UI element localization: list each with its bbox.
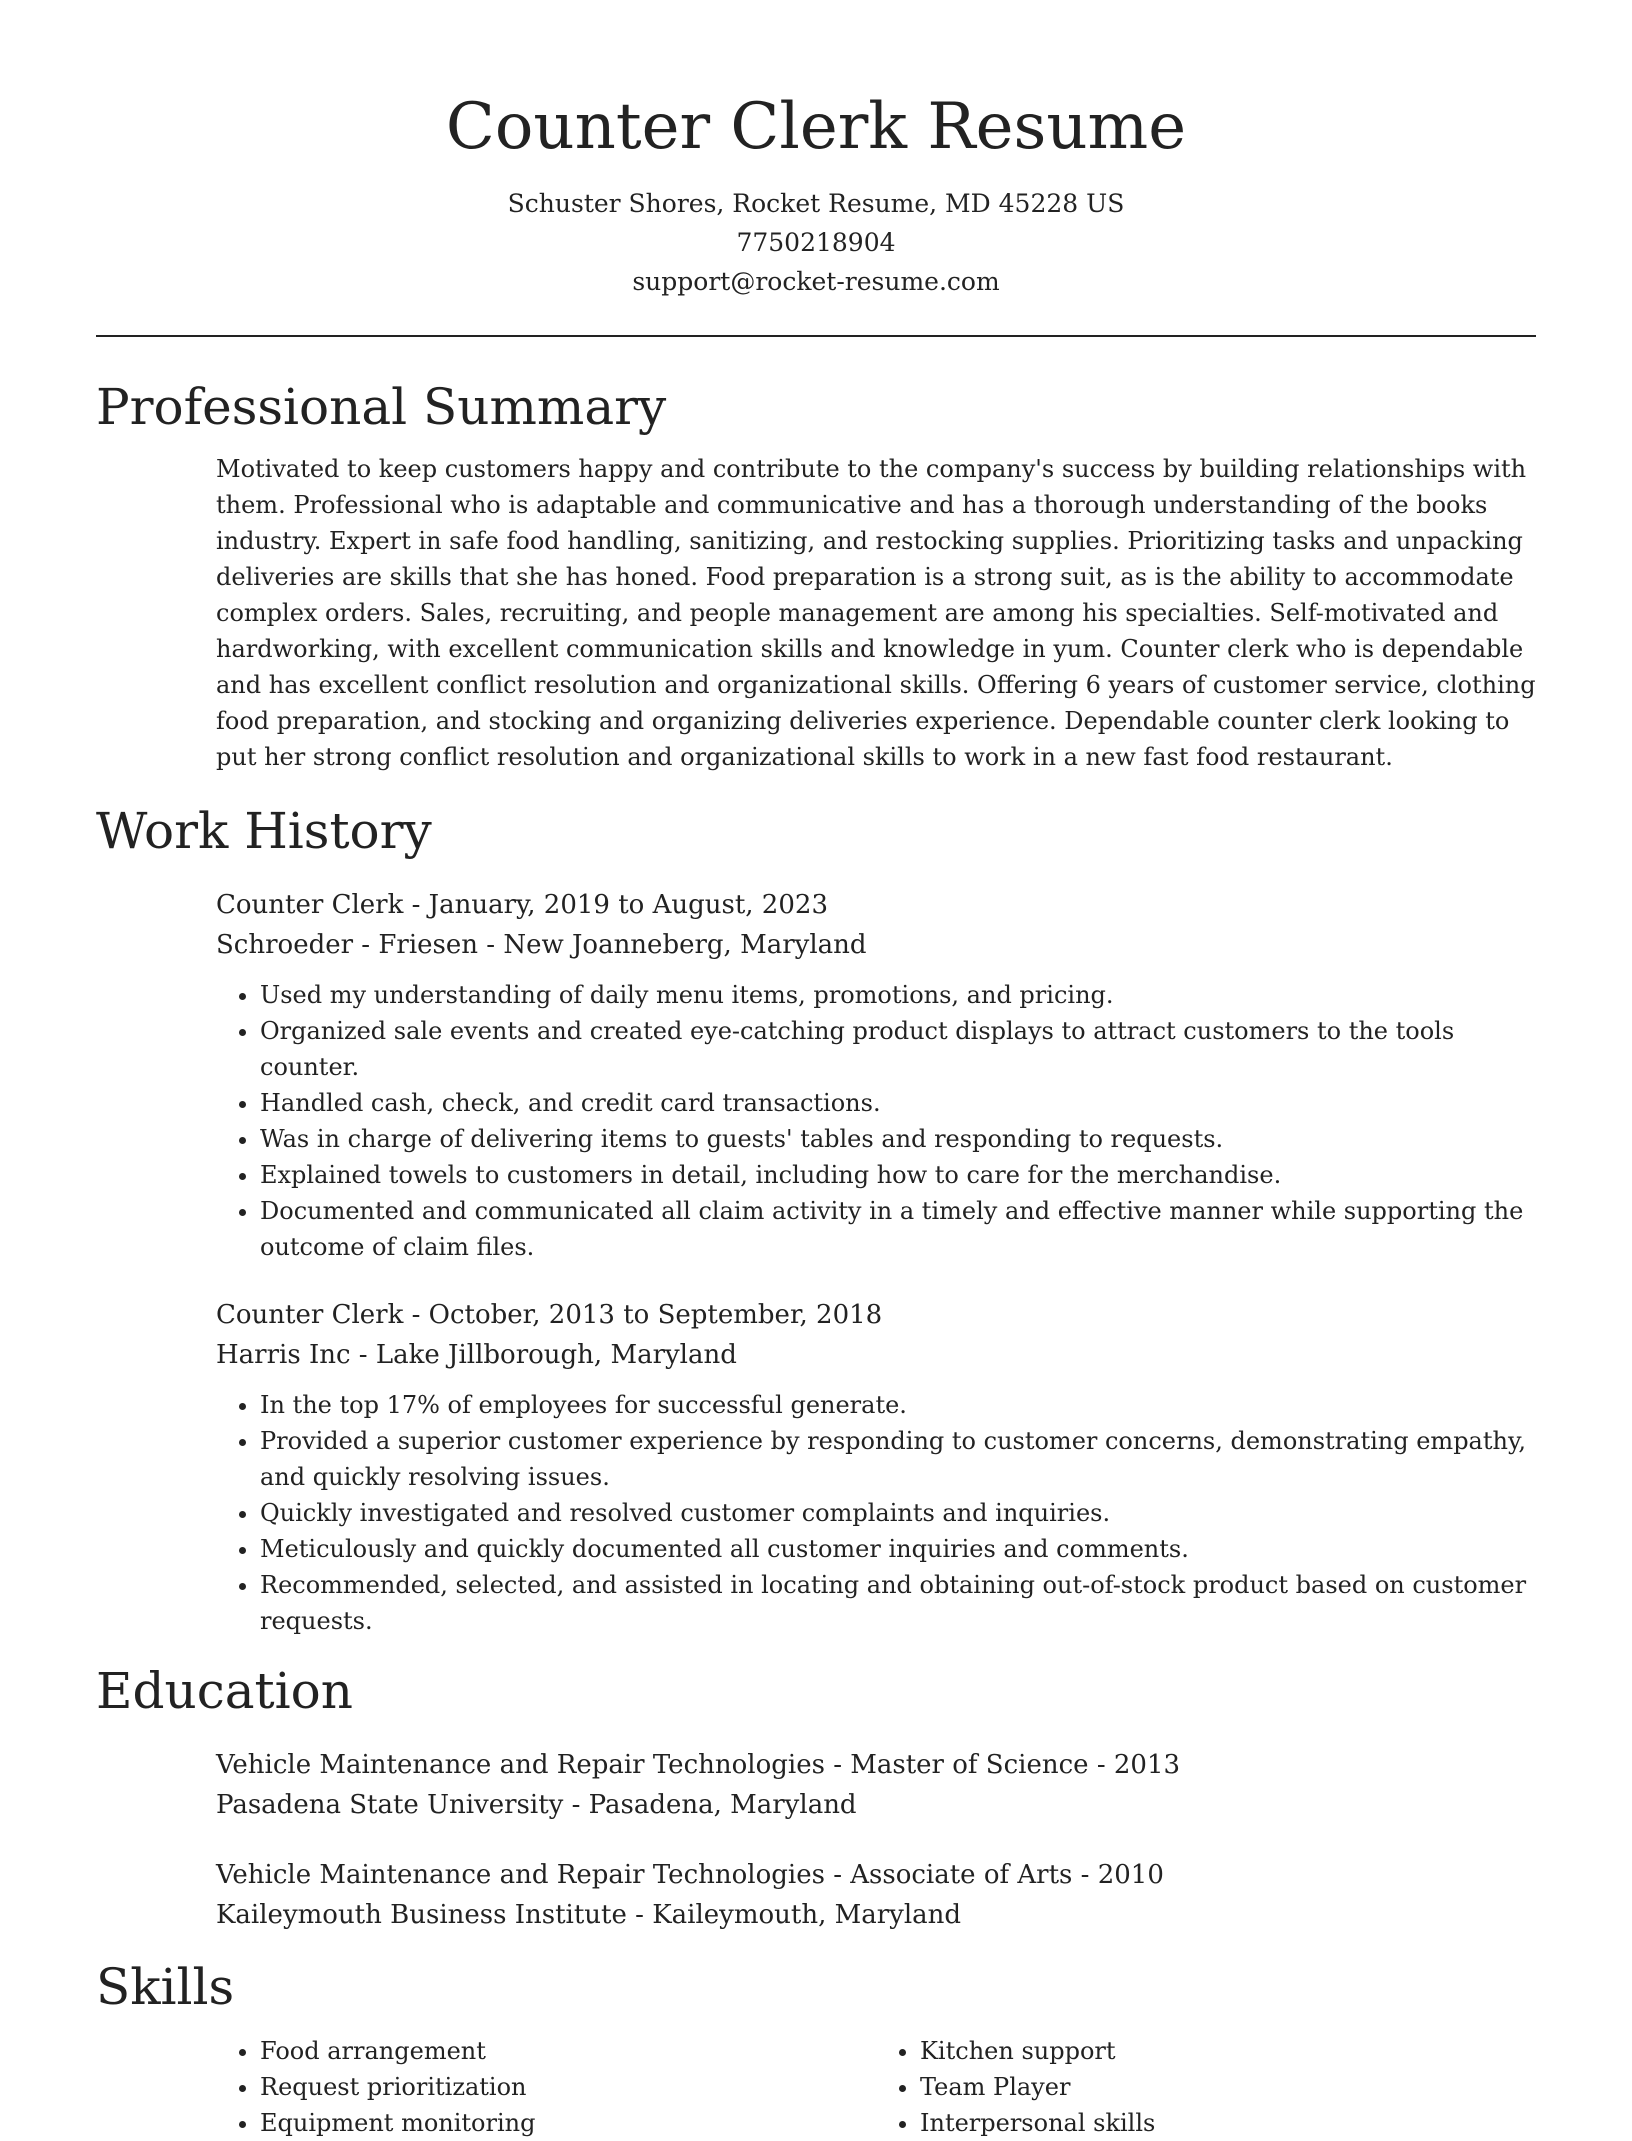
skills-section: [96, 1955, 1536, 2141]
job-company-line: [216, 925, 1536, 965]
job-bullet: • Quickly investigated and resolved customer complaints and inquiries.: [260, 1495, 1536, 1531]
education-school: Kaileymouth Business Institute: [216, 1900, 627, 1930]
skills-grid: [216, 2033, 1536, 2141]
skills-heading: Skills: [96, 1958, 235, 2016]
work-history-heading: Work History: [96, 802, 432, 860]
job-bullet: • Provided a superior customer experience by responding to customer concerns, demonstrating empathy, and quickly resolving issues.: [260, 1423, 1536, 1495]
skill-item: • Equipment monitoring: [260, 2105, 876, 2141]
education-year: - 2010: [1072, 1860, 1164, 1890]
education-year: - 2013: [1088, 1750, 1181, 1780]
job-bullet: • Organized sale events and created eye-catching product displays to attract customers to the tools counter.: [260, 1013, 1536, 1085]
job-bullet: • Used my understanding of daily menu items, promotions, and pricing.: [260, 977, 1536, 1013]
job-entry: [216, 1295, 1536, 1639]
job-title-line: [216, 885, 1536, 925]
education-degree-line: [216, 1745, 1536, 1785]
header-divider: [96, 335, 1536, 337]
education-school-line: [216, 1895, 1536, 1935]
job-bullet: • In the top 17% of employees for successful generate.: [260, 1387, 1536, 1423]
contact-block: [96, 184, 1536, 301]
education-school: Pasadena State University: [216, 1790, 564, 1820]
summary-text: Motivated to keep customers happy and contribute to the company's success by building relationships with them. Professional who is adaptable and communicative and has a thorough understanding of the books industry. Expert in safe food handling, sanitizing, and restocking supplies. Prioritizing tasks and unpacking deliveries are skills that she has honed. Food preparation is a strong suit, as is the ability to accommodate complex orders. Sales, recruiting, and people management are among his specialties. Self-motivated and hardworking, with excellent communication skills and knowledge in yum. Counter clerk who is dependable and has excellent conflict resolution and organizational skills. Offering 6 years of customer service, clothing food preparation, and stocking and organizing deliveries experience. Dependable counter clerk looking to put her strong conflict resolution and organizational skills to work in a new fast food restaurant.: [216, 455, 1536, 771]
skill-item: • Kitchen support: [920, 2033, 1536, 2069]
job-dates: - October, 2013 to September, 2018: [403, 1300, 883, 1330]
job-bullet: • Handled cash, check, and credit card transactions.: [260, 1085, 1536, 1121]
job-bullet: • Recommended, selected, and assisted in locating and obtaining out-of-stock product based on customer requests.: [260, 1567, 1536, 1639]
contact-email: support@rocket-resume.com: [632, 267, 1000, 296]
job-bullet: • Explained towels to customers in detail, including how to care for the merchandise.: [260, 1157, 1536, 1193]
job-bullet: • Meticulously and quickly documented all customer inquiries and comments.: [260, 1531, 1536, 1567]
job-company: Harris Inc: [216, 1340, 351, 1370]
skill-item: • Team Player: [920, 2069, 1536, 2105]
job-location: - New Joanneberg, Maryland: [478, 930, 867, 960]
summary-section: [96, 375, 1536, 775]
education-heading: Education: [96, 1662, 353, 1720]
skills-list-left: [216, 2033, 876, 2141]
job-bullets: [216, 977, 1536, 1265]
education-degree: Vehicle Maintenance and Repair Technologies - Associate of Arts: [216, 1860, 1073, 1890]
job-title: Counter Clerk: [216, 1300, 404, 1330]
job-title: Counter Clerk: [216, 890, 404, 920]
education-degree-line: [216, 1855, 1536, 1895]
skill-item: • Interpersonal skills: [920, 2105, 1536, 2141]
skills-list-right: [876, 2033, 1536, 2141]
resume-header: [96, 0, 1536, 301]
education-degree: Vehicle Maintenance and Repair Technologies - Master of Science: [216, 1750, 1089, 1780]
education-section: [96, 1659, 1536, 1935]
job-bullet: • Documented and communicated all claim activity in a timely and effective manner while supporting the outcome of claim files.: [260, 1193, 1536, 1265]
education-entry: [216, 1745, 1536, 1825]
education-school-line: [216, 1785, 1536, 1825]
education-entry: [216, 1855, 1536, 1935]
job-bullets: [216, 1387, 1536, 1639]
job-dates: - January, 2019 to August, 2023: [403, 890, 828, 920]
skill-item: • Food arrangement: [260, 2033, 876, 2069]
contact-address: Schuster Shores, Rocket Resume, MD 45228 US: [507, 189, 1125, 218]
education-location: - Kaileymouth, Maryland: [626, 1900, 962, 1930]
work-history-section: [96, 799, 1536, 1639]
job-entry: [216, 885, 1536, 1265]
job-title-line: [216, 1295, 1536, 1335]
skill-item: • Request prioritization: [260, 2069, 876, 2105]
resume-title: Counter Clerk Resume: [445, 90, 1187, 164]
job-bullet: • Was in charge of delivering items to guests' tables and responding to requests.: [260, 1121, 1536, 1157]
education-location: - Pasadena, Maryland: [563, 1790, 857, 1820]
summary-heading: Professional Summary: [96, 378, 667, 436]
job-location: - Lake Jillborough, Maryland: [350, 1340, 737, 1370]
contact-phone: 7750218904: [736, 228, 896, 257]
job-company: Schroeder - Friesen: [216, 930, 479, 960]
job-company-line: [216, 1335, 1536, 1375]
